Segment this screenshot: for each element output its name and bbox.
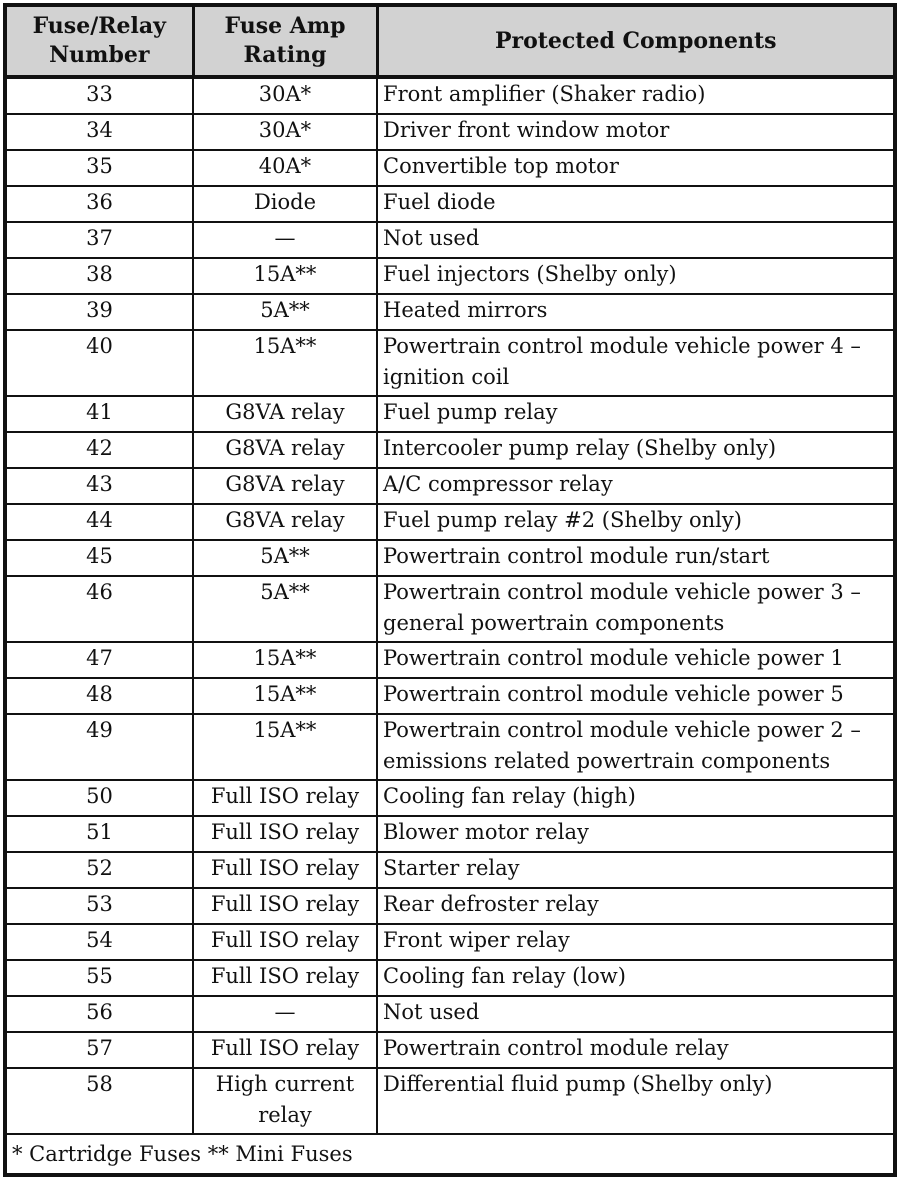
- protected-component: Not used: [377, 996, 895, 1032]
- protected-component: Fuel injectors (Shelby only): [377, 258, 895, 294]
- protected-component: Blower motor relay: [377, 816, 895, 852]
- table-row: [5, 294, 895, 330]
- amp-rating: 30A*: [193, 114, 377, 150]
- fuse-number: 34: [5, 114, 193, 150]
- amp-rating: G8VA relay: [193, 468, 377, 504]
- table-row: [5, 780, 895, 816]
- amp-rating: Full ISO relay: [193, 780, 377, 816]
- amp-rating: 15A**: [193, 330, 377, 396]
- footnote: * Cartridge Fuses ** Mini Fuses: [5, 1134, 895, 1175]
- table-row: [5, 924, 895, 960]
- fuse-number: 52: [5, 852, 193, 888]
- fuse-number: 37: [5, 222, 193, 258]
- protected-component: Powertrain control module run/start: [377, 540, 895, 576]
- protected-component: Front wiper relay: [377, 924, 895, 960]
- table-row: [5, 432, 895, 468]
- fuse-number: 56: [5, 996, 193, 1032]
- table-row: [5, 852, 895, 888]
- table-row: [5, 888, 895, 924]
- fuse-number: 39: [5, 294, 193, 330]
- fuse-number: 57: [5, 1032, 193, 1068]
- header-row: [5, 5, 895, 77]
- table-row: [5, 330, 895, 396]
- table-row: [5, 540, 895, 576]
- table-row: [5, 816, 895, 852]
- amp-rating: High current relay: [193, 1068, 377, 1134]
- amp-rating: 15A**: [193, 714, 377, 780]
- amp-rating: G8VA relay: [193, 504, 377, 540]
- fuse-number: 54: [5, 924, 193, 960]
- fuse-number: 43: [5, 468, 193, 504]
- table-row: [5, 150, 895, 186]
- amp-rating: Full ISO relay: [193, 888, 377, 924]
- protected-component: Starter relay: [377, 852, 895, 888]
- table-row: [5, 258, 895, 294]
- amp-rating: Full ISO relay: [193, 852, 377, 888]
- protected-component: Cooling fan relay (high): [377, 780, 895, 816]
- fuse-number: 36: [5, 186, 193, 222]
- protected-component: Powertrain control module relay: [377, 1032, 895, 1068]
- fuse-number: 50: [5, 780, 193, 816]
- table-row: [5, 996, 895, 1032]
- protected-component: Rear defroster relay: [377, 888, 895, 924]
- protected-component: Fuel pump relay: [377, 396, 895, 432]
- table-row: [5, 960, 895, 996]
- protected-component: Powertrain control module vehicle power 5: [377, 678, 895, 714]
- table-row: [5, 1068, 895, 1134]
- protected-component: Powertrain control module vehicle power 2 – emissions related powertrain components: [377, 714, 895, 780]
- fuse-number: 46: [5, 576, 193, 642]
- table-row: [5, 186, 895, 222]
- fuse-number: 44: [5, 504, 193, 540]
- fuse-number: 55: [5, 960, 193, 996]
- amp-rating: Full ISO relay: [193, 924, 377, 960]
- amp-rating: Full ISO relay: [193, 816, 377, 852]
- amp-rating: 5A**: [193, 294, 377, 330]
- footnote-row: [5, 1134, 895, 1175]
- fuse-number: 53: [5, 888, 193, 924]
- table-row: [5, 468, 895, 504]
- fuse-number: 45: [5, 540, 193, 576]
- table-row: [5, 114, 895, 150]
- amp-rating: 15A**: [193, 258, 377, 294]
- protected-component: Driver front window motor: [377, 114, 895, 150]
- amp-rating: 30A*: [193, 77, 377, 114]
- table-row: [5, 714, 895, 780]
- protected-component: Powertrain control module vehicle power 3 – general powertrain components: [377, 576, 895, 642]
- table-row: [5, 77, 895, 114]
- table-row: [5, 576, 895, 642]
- protected-component: Powertrain control module vehicle power 1: [377, 642, 895, 678]
- amp-rating: G8VA relay: [193, 432, 377, 468]
- table-row: [5, 642, 895, 678]
- amp-rating: 15A**: [193, 678, 377, 714]
- protected-component: Cooling fan relay (low): [377, 960, 895, 996]
- amp-rating: —: [193, 996, 377, 1032]
- amp-rating: —: [193, 222, 377, 258]
- fuse-number: 41: [5, 396, 193, 432]
- amp-rating: Full ISO relay: [193, 960, 377, 996]
- protected-component: A/C compressor relay: [377, 468, 895, 504]
- protected-component: Not used: [377, 222, 895, 258]
- fuse-number: 33: [5, 77, 193, 114]
- fuse-number: 47: [5, 642, 193, 678]
- protected-component: Differential fluid pump (Shelby only): [377, 1068, 895, 1134]
- fuse-number: 35: [5, 150, 193, 186]
- amp-rating: Full ISO relay: [193, 1032, 377, 1068]
- amp-rating: 15A**: [193, 642, 377, 678]
- fuse-number: 42: [5, 432, 193, 468]
- table-row: [5, 678, 895, 714]
- amp-rating: G8VA relay: [193, 396, 377, 432]
- amp-rating: 5A**: [193, 540, 377, 576]
- fuse-table: [3, 3, 897, 1177]
- protected-component: Powertrain control module vehicle power 4 – ignition coil: [377, 330, 895, 396]
- amp-rating: 5A**: [193, 576, 377, 642]
- fuse-number: 40: [5, 330, 193, 396]
- header-rating: Fuse Amp Rating: [193, 5, 377, 77]
- header-components: Protected Components: [377, 5, 895, 77]
- protected-component: Convertible top motor: [377, 150, 895, 186]
- fuse-number: 38: [5, 258, 193, 294]
- table-row: [5, 1032, 895, 1068]
- protected-component: Intercooler pump relay (Shelby only): [377, 432, 895, 468]
- fuse-number: 49: [5, 714, 193, 780]
- protected-component: Front amplifier (Shaker radio): [377, 77, 895, 114]
- fuse-number: 58: [5, 1068, 193, 1134]
- amp-rating: 40A*: [193, 150, 377, 186]
- protected-component: Fuel pump relay #2 (Shelby only): [377, 504, 895, 540]
- table-row: [5, 222, 895, 258]
- amp-rating: Diode: [193, 186, 377, 222]
- protected-component: Heated mirrors: [377, 294, 895, 330]
- fuse-number: 51: [5, 816, 193, 852]
- fuse-number: 48: [5, 678, 193, 714]
- header-number: Fuse/Relay Number: [5, 5, 193, 77]
- protected-component: Fuel diode: [377, 186, 895, 222]
- table-row: [5, 396, 895, 432]
- table-row: [5, 504, 895, 540]
